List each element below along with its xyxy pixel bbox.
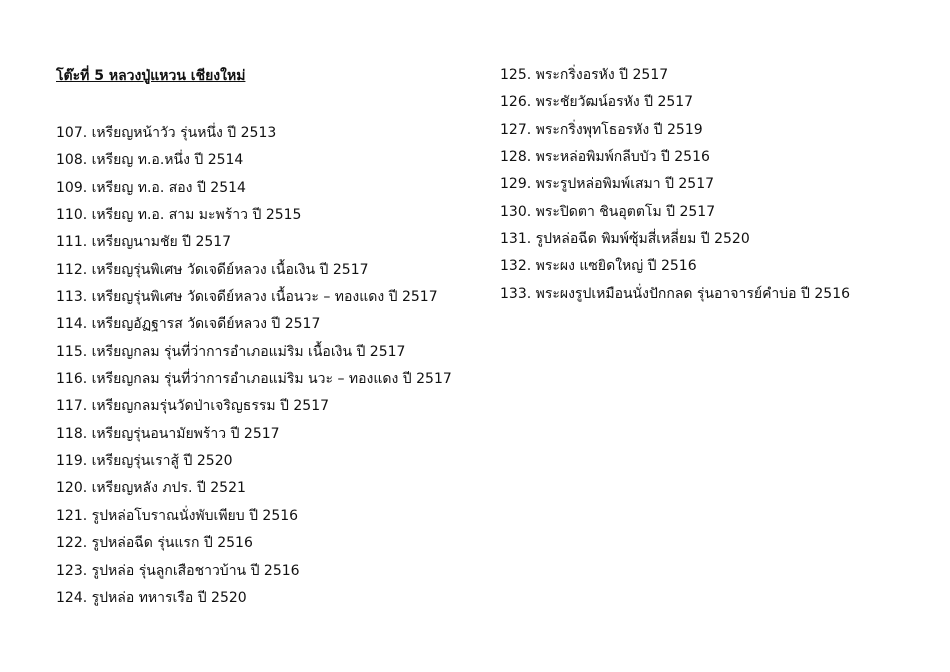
list-item: 111. เหรียญนามชัย ปี 2517 [56, 234, 232, 251]
list-item: 132. พระผง แซยิดใหญ่ ปี 2516 [500, 258, 697, 275]
list-item: 114. เหรียญอัฏฐารส วัดเจดีย์หลวง ปี 2517 [56, 316, 321, 333]
list-item: 122. รูปหล่อฉีด รุ่นแรก ปี 2516 [56, 535, 253, 552]
list-item: 130. พระปิดตา ชินอุตตโม ปี 2517 [500, 203, 716, 220]
list-item: 109. เหรียญ ท.อ. สอง ปี 2514 [56, 179, 246, 196]
list-item: 124. รูปหล่อ ทหารเรือ ปี 2520 [56, 589, 247, 606]
list-item: 113. เหรียญรุ่นพิเศษ วัดเจดีย์หลวง เนื้อนวะ – ทองแดง ปี 2517 [56, 289, 438, 306]
list-item: 110. เหรียญ ท.อ. สาม มะพร้าว ปี 2515 [56, 207, 302, 224]
right-item-list [500, 64, 850, 310]
list-item: 117. เหรียญกลมรุ่นวัดป่าเจริญธรรม ปี 2517 [56, 398, 330, 415]
list-item: 129. พระรูปหล่อพิมพ์เสมา ปี 2517 [500, 176, 715, 193]
list-item: 119. เหรียญรุ่นเราสู้ ปี 2520 [56, 453, 233, 470]
list-item: 108. เหรียญ ท.อ.หนึ่ง ปี 2514 [56, 152, 244, 169]
list-item: 128. พระหล่อพิมพ์กลีบบัว ปี 2516 [500, 149, 710, 166]
list-item: 126. พระชัยวัฒน์อรหัง ปี 2517 [500, 94, 694, 111]
list-item: 121. รูปหล่อโบราณนั่งพับเพียบ ปี 2516 [56, 507, 299, 524]
list-item: 112. เหรียญรุ่นพิเศษ วัดเจดีย์หลวง เนื้อเงิน ปี 2517 [56, 261, 369, 278]
list-item: 133. พระผงรูปเหมือนนั่งปักกลด รุ่นอาจารย์คำบ่อ ปี 2516 [500, 285, 851, 302]
list-item: 107. เหรียญหน้าวัว รุ่นหนึ่ง ปี 2513 [56, 125, 277, 141]
document-title: โต๊ะที่ 5 หลวงปู่แหวน เชียงใหม่ [56, 68, 246, 84]
list-item: 125. พระกริ่งอรหัง ปี 2517 [500, 67, 669, 83]
list-item: 131. รูปหล่อฉีด พิมพ์ซุ้มสี่เหลี่ยม ปี 2520 [500, 231, 750, 248]
left-item-list [56, 122, 452, 614]
list-item: 116. เหรียญกลม รุ่นที่ว่าการอำเภอแม่ริม นวะ – ทองแดง ปี 2517 [56, 371, 452, 388]
list-item: 127. พระกริ่งพุทโธอรหัง ปี 2519 [500, 121, 703, 138]
list-item: 123. รูปหล่อ รุ่นลูกเสือชาวบ้าน ปี 2516 [56, 562, 300, 579]
list-item: 115. เหรียญกลม รุ่นที่ว่าการอำเภอแม่ริม เนื้อเงิน ปี 2517 [56, 343, 406, 360]
list-item: 120. เหรียญหลัง ภปร. ปี 2521 [56, 480, 246, 497]
list-item: 118. เหรียญรุ่นอนามัยพร้าว ปี 2517 [56, 425, 280, 442]
